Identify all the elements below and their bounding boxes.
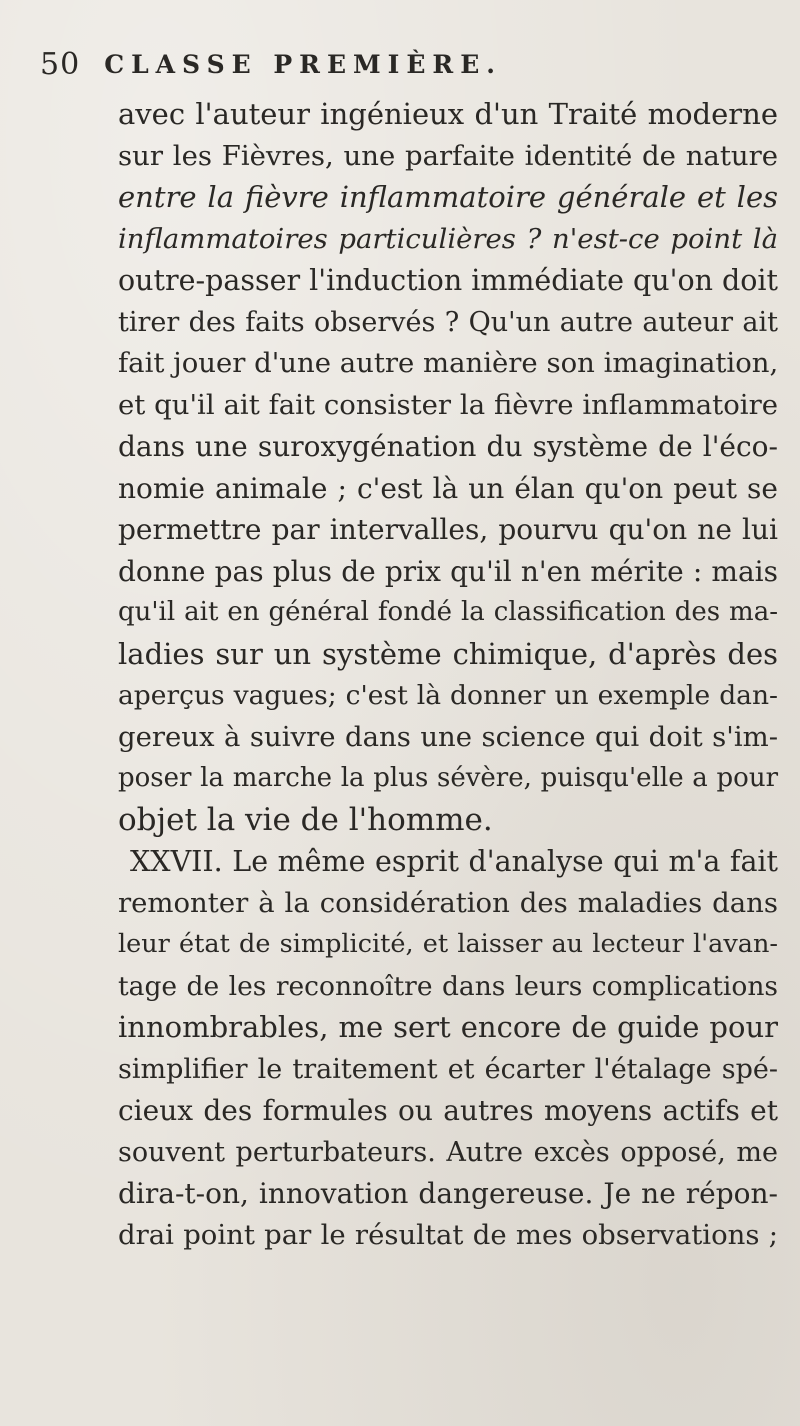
text-line: XXVII. Le même esprit d'analyse qui m'a fait: [130, 845, 778, 878]
text-line: qu'il ait en général fondé la classification des ma-: [118, 597, 778, 627]
text-line: et qu'il ait fait consister la fièvre inflammatoire: [118, 388, 778, 421]
text-line: drai point par le résultat de mes observations ;: [118, 1218, 778, 1251]
text-line: inflammatoires particulières ? n'est-ce point là: [118, 222, 778, 255]
text-line: tirer des faits observés ? Qu'un autre auteur ait: [118, 306, 778, 338]
text-line: dira-t-on, innovation dangereuse. Je ne répon-: [118, 1177, 778, 1210]
text-line: fait jouer d'une autre manière son imagination,: [118, 347, 779, 379]
body-text: [118, 94, 778, 1256]
text-line: tage de les reconnoître dans leurs complications: [118, 970, 778, 1002]
text-line: ladies sur un système chimique, d'après des: [118, 636, 778, 671]
page-number: 50: [40, 46, 81, 82]
text-line: aperçus vagues; c'est là donner un exemple dan-: [118, 680, 778, 711]
text-line: sur les Fièvres, une parfaite identité de nature: [118, 139, 778, 172]
text-line: entre la fièvre inflammatoire générale et les: [118, 180, 778, 214]
text-line: simplifier le traitement et écarter l'étalage spé-: [118, 1053, 778, 1085]
text-line: remonter à la considération des maladies dans: [118, 886, 778, 919]
text-line: permettre par intervalles, pourvu qu'on ne lui: [118, 513, 778, 546]
text-line: outre-passer l'induction immédiate qu'on doit: [118, 264, 778, 297]
running-title: CLASSE PREMIÈRE.: [104, 49, 502, 79]
text-line: cieux des formules ou autres moyens actifs et: [118, 1094, 778, 1127]
text-line: poser la marche la plus sévère, puisqu'elle a pour: [118, 763, 778, 793]
text-line: gereux à suivre dans une science qui doit s'im-: [118, 720, 778, 753]
text-line: innombrables, me sert encore de guide pour: [118, 1010, 778, 1044]
text-line: nomie animale ; c'est là un élan qu'on peut se: [118, 471, 778, 505]
text-line: dans une suroxygénation du système de l'éco-: [118, 430, 778, 463]
text-line: objet la vie de l'homme.: [118, 801, 493, 838]
text-line: souvent perturbateurs. Autre excès opposé, me: [118, 1136, 778, 1168]
page-header: [40, 44, 760, 84]
text-line: leur état de simplicité, et laisser au lecteur l'avan-: [118, 929, 778, 959]
text-line: donne pas plus de prix qu'il n'en mérite : mais: [118, 554, 778, 588]
text-line: avec l'auteur ingénieux d'un Traité moderne: [118, 97, 778, 131]
